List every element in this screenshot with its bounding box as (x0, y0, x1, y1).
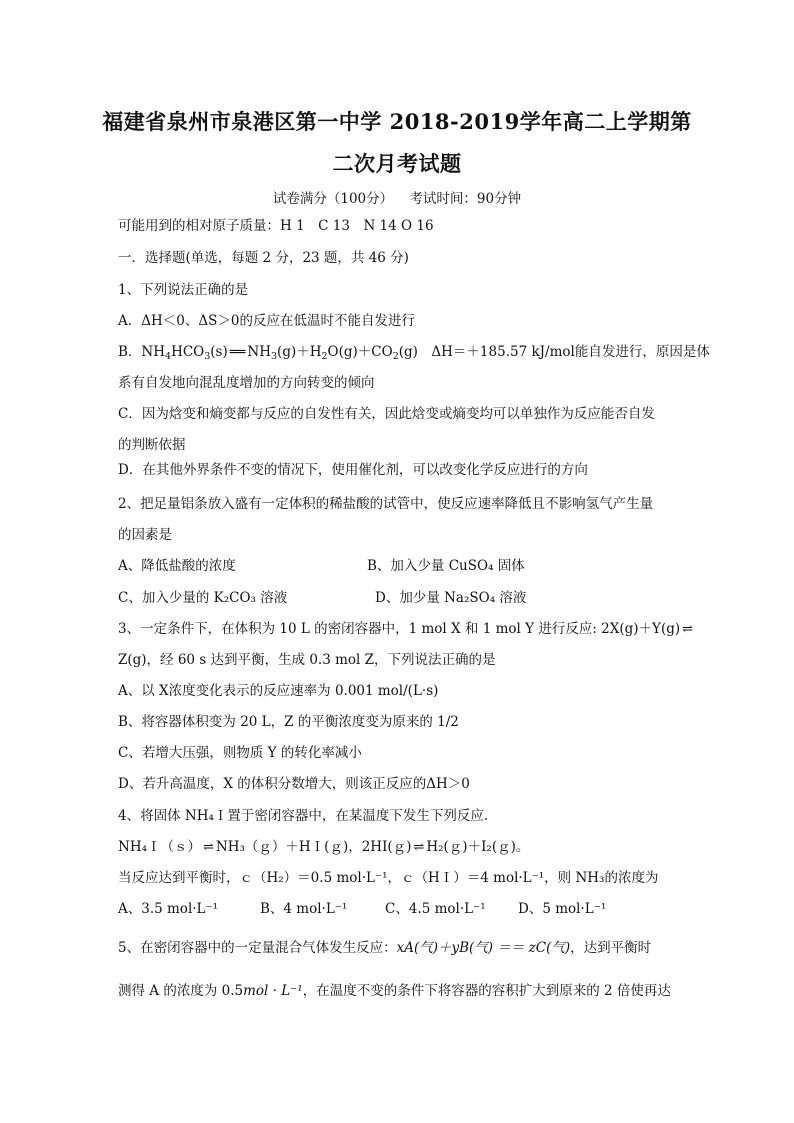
q1-b-prefix: B．NH (118, 344, 166, 360)
q5-unit: mol · L⁻¹ (243, 983, 303, 999)
exam-time: 考试时间：90分钟 (409, 191, 522, 207)
q1-stem: 1、下列说法正确的是 (118, 282, 249, 298)
q3-stem (118, 620, 695, 639)
atomic-masses: 可能用到的相对原子质量：H 1 C 13 N 14 O 16 (118, 218, 434, 234)
q4-option-a: A、3.5 mol·L⁻¹ (118, 901, 219, 917)
equilibrium-arrow-icon: ⇌ (203, 840, 214, 855)
q3-stem-cont: Z(g)，经 60 s 达到平衡，生成 0.3 mol Z，下列说法正确的是 (118, 652, 496, 668)
q3-option-a: A、以 X浓度变化表示的反应速率为 0.001 mol/(L·s) (118, 683, 439, 699)
q1-option-b-cont: 系有自发地向混乱度增加的方向转变的倾向 (118, 375, 375, 391)
q2-option-d: D、加少量 Na₂SO₄ 溶液 (375, 590, 527, 606)
q2-option-a: A、降低盐酸的浓度 (118, 558, 236, 574)
q4-option-d: D、5 mol·L⁻¹ (518, 901, 607, 917)
q4-equation (118, 838, 529, 857)
section-heading: 一．选择题(单选，每题 2 分，23 题，共 46 分) (118, 250, 409, 266)
q1-option-c: C．因为焓变和熵变都与反应的自发性有关，因此焓变或熵变均可以单独作为反应能否自发 (118, 406, 655, 422)
q5-stem-suffix: ，达到平衡时 (570, 940, 652, 956)
q5-line2-suffix: ，在温度不变的条件下将容器的容积扩大到原来的 2 倍使再达 (302, 983, 671, 999)
q5-stem (118, 939, 651, 957)
q1-b-suffix: 能自发进行，原因是体 (574, 344, 710, 360)
q1-option-a: A．ΔH＜0、ΔS＞0的反应在低温时不能自发进行 (118, 313, 415, 329)
equilibrium-arrow-icon: ⇌ (413, 840, 425, 855)
q4-option-b: B、4 mol·L⁻¹ (260, 901, 348, 917)
q4-option-c: C、4.5 mol·L⁻¹ (385, 901, 486, 917)
q1-option-d: D．在其他外界条件不变的情况下，使用催化剂，可以改变化学反应进行的方向 (118, 462, 588, 478)
q5-equation: xA(气)＋yB(气) ＝＝ zC(气) (396, 940, 571, 956)
exam-info (0, 187, 794, 207)
q3-option-d: D、若升高温度，X 的体积分数增大，则该正反应的ΔH＞0 (118, 776, 470, 792)
q3-stem-text: 3、一定条件下，在体积为 10 L 的密闭容器中，1 mol X 和 1 mol Y 进行反应: 2X(g)＋Y(g) (118, 621, 681, 637)
q4-stem: 4、将固体 NH₄Ｉ置于密闭容器中，在某温度下发生下列反应. (118, 808, 489, 824)
exam-title-line2: 二次月考试题 (332, 151, 462, 176)
q4-given: 当反应达到平衡时，ｃ（H₂）＝0.5 mol·L⁻¹，ｃ（HＩ）＝4 mol·L⁻¹，则 NH₃的浓度为 (118, 870, 659, 886)
equilibrium-arrow-icon: ⇌ (682, 622, 694, 637)
q4-eq-left: NH₄Ｉ（ｓ） (118, 839, 201, 855)
q2-stem: 2、把足量铝条放入盛有一定体积的稀盐酸的试管中，使反应速率降低且不影响氢气产生量 (118, 496, 654, 512)
q5-stem-cont (118, 982, 671, 1000)
q5-stem-text: 5、在密闭容器中的一定量混合气体发生反应： (118, 940, 397, 956)
q3-option-c: C、若增大压强，则物质 Y 的转化率减小 (118, 745, 362, 761)
q3-option-b: B、将容器体积变为 20 L，Z 的平衡浓度变为原来的 1/2 (118, 714, 459, 730)
q4-eq-mid: NH₃（ｇ）＋HＩ(ｇ)，2HI(ｇ) (215, 839, 412, 855)
q2-option-c: C、加入少量的 K₂CO₃ 溶液 (118, 590, 288, 606)
q5-line2-text: 测得 A 的浓度为 0.5 (118, 983, 244, 999)
q1-option-b: B．$NH_4HCO_3(s)$ ══ $NH_3(g)+H_2O(g)+CO_2(g)$ ΔH＝＋185.57 kJ/mol能自发进行，原因是体 (118, 344, 710, 362)
q2-stem-cont: 的因素是 (118, 527, 172, 543)
q1-option-c-cont: 的判断依据 (118, 437, 186, 453)
q2-option-b: B、加入少量 CuSO₄ 固体 (367, 558, 525, 574)
q4-eq-right: H₂(ｇ)＋I₂(ｇ)。 (426, 839, 530, 855)
exam-title-line1: 福建省泉州市泉港区第一中学 2018-2019学年高二上学期第 (102, 109, 692, 134)
full-score: 试卷满分（100分） (272, 191, 394, 207)
